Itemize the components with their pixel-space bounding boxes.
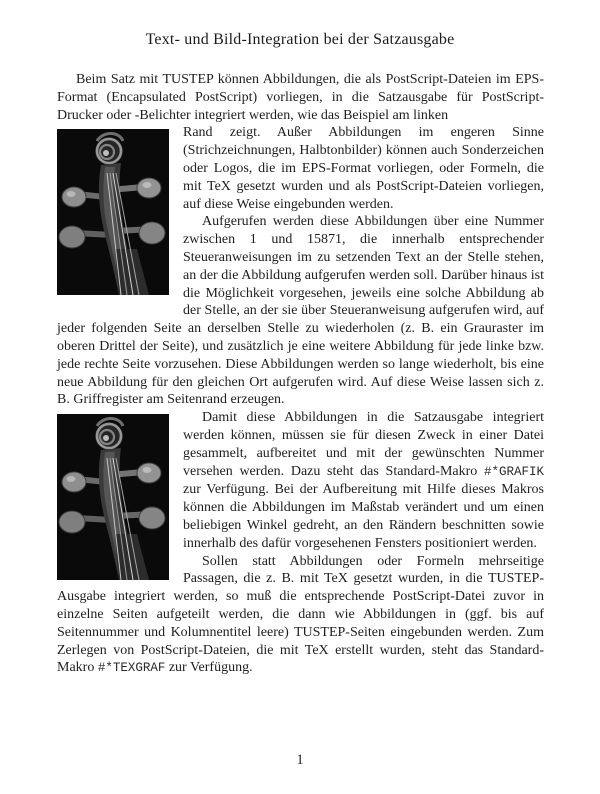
page-title: Text- und Bild-Integration bei der Satzausgabe (145, 31, 455, 48)
paragraph-text: zur Verfügung. Bei der Aufbereitung mit Hilfe dieses Makros können die Abbildungen im Maßstab verändert und um einen beliebigen Winkel gedreht, an den Rändern beschnitten sowie innerhalb des dafür vorgesehenen Fensters positioniert werden. (183, 482, 544, 551)
figure-violin-scroll-1 (57, 129, 169, 295)
paragraph-text: Beim Satz mit TUSTEP können Abbildungen, die als PostScript-Dateien im EPS-Format (Encapsulated PostScript) vorliegen, in die Satzausgabe für PostScript-Drucker oder -Belichter integriert werden, wie das Beispiel am linken (57, 72, 544, 123)
figure-violin-scroll-2 (57, 414, 169, 580)
paragraph-text: Damit diese Abbildungen in die Satzausgabe integriert werden können, müssen sie für diesen Zweck in einer Datei gesammelt, aufbereitet und mit der gewünschten Nummer versehen werden. Dazu steht das Standard-Makro (183, 410, 544, 479)
inline-code-grafik-macro: #*GRAFIK (483, 464, 544, 479)
inline-code-texgraf-macro: #*TEXGRAF (97, 661, 166, 676)
paragraph-text: Sollen statt Abbildungen oder Formeln mehrseitige Passagen, die z. B. mit TeX gesetzt wurden, in die TUSTEP-Ausgabe integriert werden, so muß die entsprechende PostScript-Datei zuvor in einzelne Seiten aufgeteilt werden, die dann wie Abbildungen in (ggf. bis auf Seitennummer und Kolumnentitel leere) TUSTEP-Seiten eingebunden werden. Zum Zerlegen von PostScript-Dateien, die mit TeX erstellt wurden, steht das Standard-Makro (57, 553, 544, 676)
violin-scroll-image (57, 129, 169, 295)
paragraph-text: Aufgerufen werden diese Abbildungen über eine Nummer zwischen 1 und 15871, die innerhalb entsprechender Steueranweisungen im zu setzenden Text an der Stelle stehen, an der die Abbildung aufgerufen werden soll. Darüber hinaus ist die Möglichkeit vorgesehen, jeweils eine solche Abbildung ab der Stelle, an der sie über Steueranweisung aufgerufen wird, auf jeder folgenden Seite an derselben Stelle zu wiederholen (z. B. ein Grauraster im oberen Drittel der Seite), und zusätzlich je eine weitere Abbildung für jede linke bzw. jede rechte Seite vorzusehen. Diese Abbildungen werden so lange wiederholt, bis eine neue Abbildung für den gleichen Ort aufgerufen wird. Auf diese Weise lassen sich z. B. Griffregister am Seitenrand erzeugen. (57, 214, 544, 408)
paragraph-text: zur Verfügung. (165, 660, 253, 676)
page-number: 1 (296, 752, 304, 768)
page-body (57, 71, 544, 678)
paragraph-text: Rand zeigt. Außer Abbildungen im engeren Sinne (Strichzeichnungen, Halbtonbilder) können auch Sonderzeichen oder Logos, die im EPS-Format vorliegen, oder Formeln, die mit TeX gesetzt wurden und als PostScript-Dateien vorliegen, auf diese Weise eingebunden werden. (183, 125, 544, 212)
violin-scroll-image (57, 414, 169, 580)
paragraph-1-intro (57, 71, 544, 124)
